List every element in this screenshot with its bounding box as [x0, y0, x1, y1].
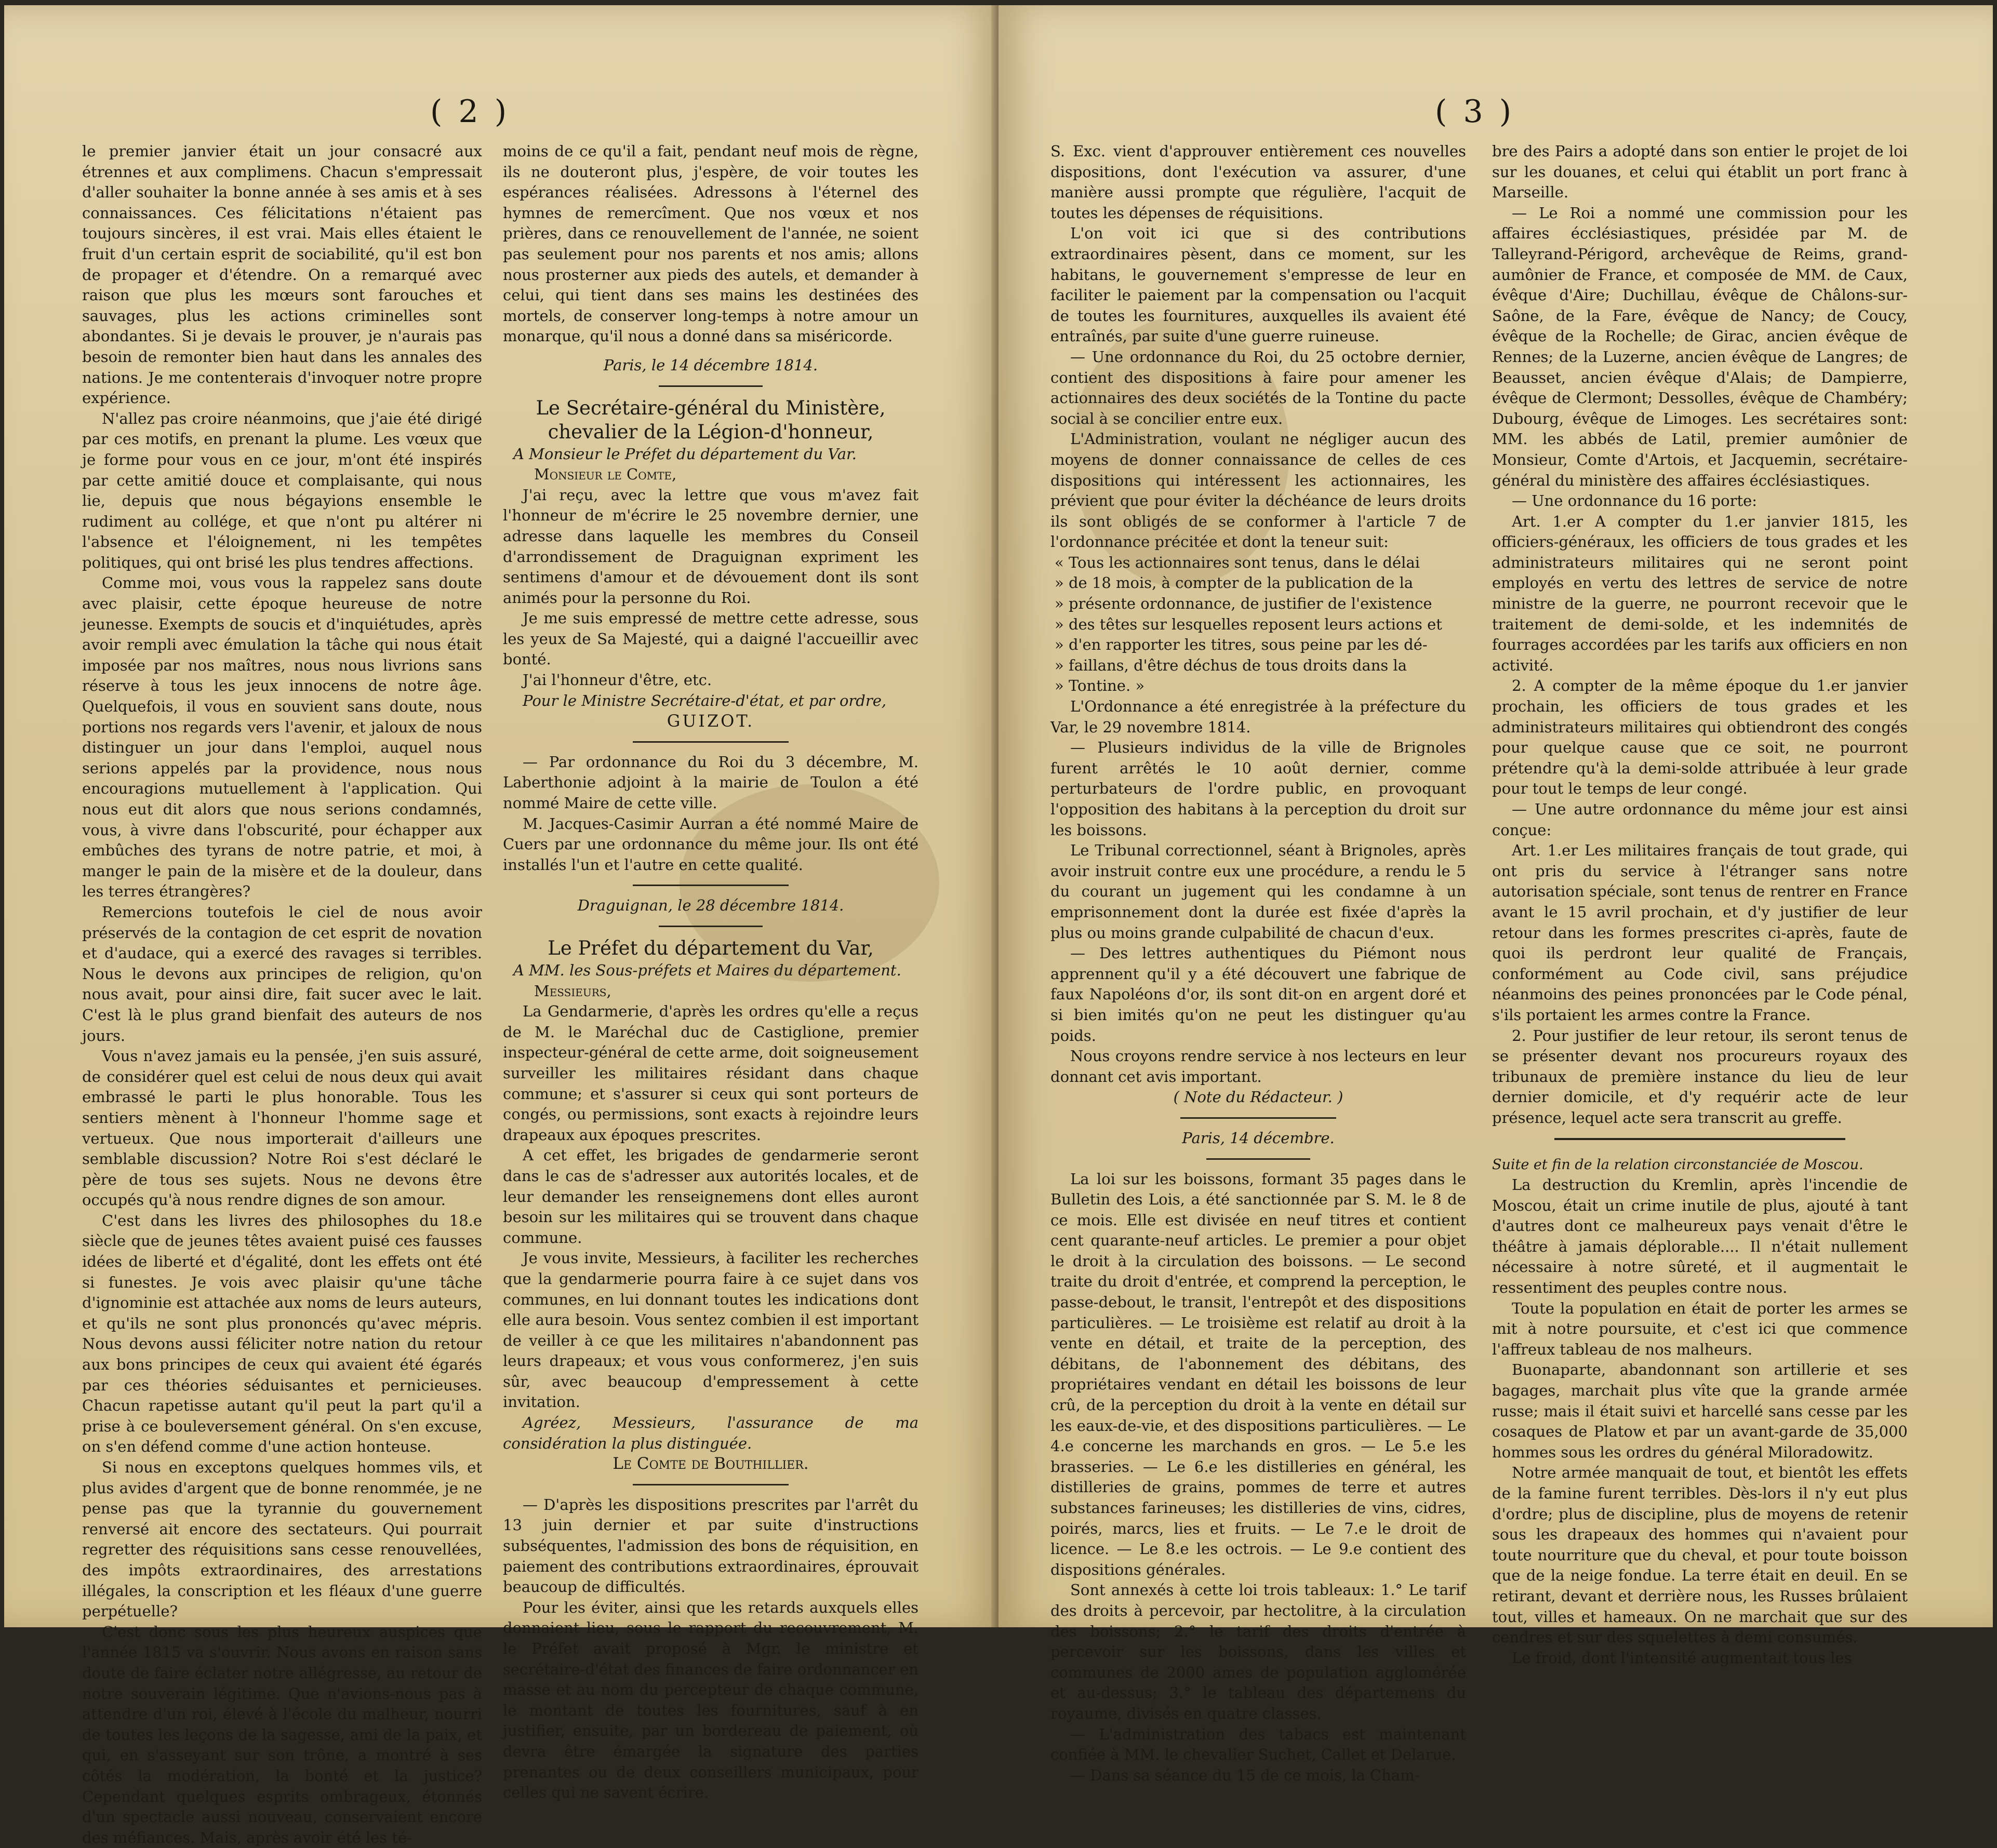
paragraph: La Gendarmerie, d'après les ordres qu'elle a reçus de M. le Maréchal duc de Castiglione, premier inspecteur-général de cette arme, doit soigneusement surveiller les militaires résidant dans chaque commune; et s'assurer si ceux qui sont porteurs de congés, ou permissions, sont exacts à rejoindre leurs drapeaux aux époques prescrites.	[503, 1002, 918, 1144]
dateline: Paris, le 14 décembre 1814.	[603, 356, 818, 374]
paragraph: A cet effet, les brigades de gendarmerie seront dans le cas de s'adresser aux autorités locales, et de leur demander les renseignemens dont elles auront besoin sur les militaires qui se trouvent dans chaque commune.	[503, 1146, 918, 1247]
paragraph: L'on voit ici que si des contributions extraordinaires pèsent, dans ce moment, sur les habitans, le gouvernement s'empresse de leur en faciliter le paiement par la compensation ou l'acquit de toutes les fournitures, auxquelles ils avaient été entraînés, par suite d'une guerre ruineuse.	[1050, 224, 1466, 345]
paragraph: — Des lettres authentiques du Piémont nous apprennent qu'il y a été découvert une fabrique de faux Napoléons d'or, ils sont dit-on en argent doré et si bien imités qu'on ne peut les distinguer qu'au poids.	[1050, 944, 1466, 1044]
letter-signature: Le Comte de Bouthillier.	[613, 1454, 809, 1474]
letter-signature: GUIZOT.	[667, 711, 755, 731]
paragraph: La loi sur les boissons, formant 35 pages dans le Bulletin des Lois, a été sanctionnée par S. M. le 8 de ce mois. Elle est divisée en neuf titres et contient cent quarante-neuf articles. Le premier a pour objet le droit à la circulation des boissons. — Le second traite du droit d'entrée, et comprend la perception, le passe-debout, le transit, l'entrepôt et des dispositions particulières. — Le troisième est relatif au droit à la vente en détail, et traite de la perception, des débitans, de l'abonnement des débitans, des propriétaires vendant en détail les boissons de leur crû, de la perception du droit à la vente en détail sur les eaux-de-vie, et des dispositions particulières. — Le 4.e concerne les marchands en gros. — Le 5.e les brasseries. — Le 6.e les distilleries en général, les distilleries de grains, pommes de terre et autres substances farineuses; les distilleries de vins, cidres, poirés, marcs, lies et fruits. — Le 7.e le droit de licence. — Le 8.e les octrois. — Le 9.e contient des dispositions générales.	[1050, 1170, 1466, 1578]
paragraph: — Une ordonnance du 16 porte:	[1512, 492, 1758, 510]
letter-salutation: Monsieur le Comte,	[534, 465, 677, 484]
quote-line: » présente ordonnance, de justifier de l'existence	[1055, 595, 1432, 613]
paragraph: M. Jacques-Casimir Aurran a été nommé Maire de Cuers par une ordonnance du même jour. Ils ont été installés l'un et l'autre en cette qualité.	[503, 814, 918, 874]
paragraph: Pour les éviter, ainsi que les retards auxquels elles donnaient lieu, sous le rapport du recouvrement, M. le Préfet avait proposé à Mgr. le ministre et secrétaire-d'état des finances de faire ordonnancer en masse et au nom du percepteur de chaque commune, le montant de toutes les fournitures, sauf à en justifier, ensuite, par un bordereau de paiement, où devra être émargée la signature des parties prenantes ou de deux conseillers municipaux, pour celles qui ne savent écrire.	[503, 1598, 918, 1802]
divider	[1554, 1138, 1845, 1140]
divider	[633, 1484, 789, 1485]
letter-order: Pour le Ministre Secrétaire-d'état, et par ordre,	[523, 691, 887, 709]
paragraph: Notre armée manquait de tout, et bientôt les effets de la famine furent terribles. Dès-lors il n'y eut plus d'ordre; plus de discipline, plus de moyens de retenir sous les drapeaux des hommes qui n'avaient pour toute nourriture que du cheval, et pour toute boisson que de la neige fondue. La terre était en deuil. En se retirant, devant et derrière nous, les Russes brûlaient tout, villes et hameaux. On ne marchait que sur des cendres et sur des squelettes à demi consumés.	[1492, 1464, 1908, 1646]
paragraph: — Le Roi a nommé une commission pour les affaires écclésiastiques, présidée par M. de Talleyrand-Périgord, archevêque de Reims, grand-aumônier de France, et composée de MM. de Caux, évêque d'Aire; Duchillau, évêque de Châlons-sur-Saône, de la Fare, évêque de Nancy; de Coucy, évêque de la Rochelle; de Girac, ancien évêque de Rennes; de la Luzerne, ancien évêque de Langres; de Beausset, ancien évêque d'Alais; de Dampierre, évêque de Clermont; Dessolles, évêque de Chambéry; Dubourg, évêque de Limoges. Les secrétaires sont: MM. les abbés de Latil, premier aumônier de Monsieur, Comte d'Artois, et Jacquemin, secrétaire-général du ministère des affaires écclésiastiques.	[1492, 204, 1908, 489]
divider	[633, 885, 789, 886]
paragraph: Toute la population en était de porter les armes se mit à notre poursuite, et c'est ici que commence l'affreux tableau de nos malheurs.	[1492, 1299, 1908, 1358]
editor-note: ( Note du Rédacteur. )	[1173, 1088, 1343, 1106]
paragraph: 2. A compter de la même époque du 1.er janvier prochain, les officiers de tous grades et les administrateurs militaires qui obtiendront des congés pour quelque cause que ce soit, ne pourront prétendre qu'à la demi-solde attribuée à leur grade pour tout le temps de leur congé.	[1492, 677, 1908, 798]
paragraph: Remercions toutefois le ciel de nous avoir préservés de la contagion de cet esprit de novation et d'audace, qui a exercé des ravages si terribles. Nous le devons aux principes de religion, qu'on nous avait, pour ainsi dire, fait sucer avec le lait. C'est là le plus grand bienfait des auteurs de nos jours.	[82, 903, 482, 1044]
paragraph: J'ai reçu, avec la lettre que vous m'avez fait l'honneur de m'écrire le 25 novembre dernier, une adresse dans laquelle les membres du Conseil d'arrondissement de Draguignan expriment les sentimens d'amour et de dévouement dont ils sont animés pour la personne du Roi.	[503, 486, 918, 607]
paragraph: Art. 1.er Les militaires français de tout grade, qui ont pris du service à l'étranger sans notre autorisation spéciale, sont tenus de rentrer en France avant le 15 avril prochain, et d'y justifier de leur retour dans les formes prescrites ci-après, faute de quoi ils perdront leur qualité de Français, conformément au Code civil, sans préjudice néanmoins des peines prononcées par le Code pénal, s'ils portaient les armes contre la France.	[1492, 841, 1908, 1024]
paragraph: bre des Pairs a adopté dans son entier le projet de loi sur les douanes, et celui qui établit un port franc à Marseille.	[1492, 142, 1908, 202]
paragraph: La destruction du Kremlin, après l'incendie de Moscou, était un crime inutile de plus, ajouté à tant d'autres dont ce malheureux pays venait d'être le théâtre à jamais déplorable.... Il n'était nullement nécessaire à notre sûreté, et il augmentait le ressentiment des peuples contre nous.	[1492, 1176, 1908, 1297]
paragraph: Art. 1.er A compter du 1.er janvier 1815, les officiers-généraux, les officiers de tous grades et les administrateurs militaires qui ne seront point employés en vertu des lettres de service de notre ministre de la guerre, ne pourront recevoir que le traitement de demi-solde, et les indemnités de fourrages accordées par les tarifs aux officiers en non activité.	[1492, 512, 1908, 674]
column-1	[82, 141, 482, 1846]
letter-address: A Monsieur le Préfet du département du Var.	[513, 445, 857, 463]
paragraph: Je vous invite, Messieurs, à faciliter les recherches que la gendarmerie pourra faire à ce sujet dans vos communes, en lui donnant toutes les indications dont elle aura besoin. Vous sentez combien il est important de veiller à ce que les militaires n'abandonnent pas leurs drapeaux; et vous vous conformerez, j'en suis sûr, avec beaucoup d'empressement à cette invitation.	[503, 1249, 918, 1411]
paragraph: L'Ordonnance a été enregistrée à la préfecture du Var, le 29 novembre 1814.	[1050, 698, 1466, 736]
paragraph: Sont annexés à cette loi trois tableaux: 1.° Le tarif des droits à percevoir, par hectolitre, à la circulation des boissons; 2.° le tarif des droits d'entrée à percevoir sur les boissons, dans les villes et communes de 2000 ames de population agglomérée et au-dessus; 3.° le tableau des départemens du royaume, divisés en quatre classes.	[1050, 1581, 1466, 1722]
paragraph: C'est donc sous les plus heureux auspices que l'année 1815 va s'ouvrir. Nous avons en raison sans doute de faire éclater notre allégresse, au retour de notre souverain légitime. Que n'avions-nous pas à attendre d'un roi, élevé à l'école du malheur, nourri de toutes les leçons de la sagesse, ami de la paix, et qui, en s'asseyant sur son trône, a montré à ses côtés la modération, la bonté et la justice? Cependant quelques esprits ombrageux, étonnés d'un spectacle aussi nouveau, conservaient encore des méfiances. Mais, après avoir été les té-	[82, 1623, 482, 1846]
column-3	[1050, 141, 1466, 1784]
paragraph: Nous croyons rendre service à nos lecteurs en leur donnant cet avis important.	[1050, 1047, 1466, 1086]
paragraph: L'Administration, voulant ne négliger aucun des moyens de donner connaissance de celles de ces dispositions qui intéressent les actionnaires, les prévient que pour éviter la déchéance de leurs droits ils sont obligés de se conformer à l'article 7 de l'ordonnance précitée et dont la teneur suit:	[1050, 430, 1466, 551]
paragraph: — L'administration des tabacs est maintenant confiée à MM. le chevalier Suchet, Callet et Delarue.	[1050, 1725, 1466, 1764]
quote-line: » d'en rapporter les titres, sous peine par les dé-	[1055, 636, 1428, 654]
letter-address: A MM. les Sous-préfets et Maires du département.	[513, 961, 901, 979]
dateline: Draguignan, le 28 décembre 1814.	[577, 896, 844, 915]
paragraph: Vous n'avez jamais eu la pensée, j'en suis assuré, de considérer quel est celui de nous deux qui avait embrassé le parti le plus honorable. Tous les sentiers mènent à l'honneur l'homme sage et vertueux. Que nous importerait d'ailleurs une semblable discussion? Notre Roi s'est déclaré le père de tous ses sujets. Nous ne devons être occupés qu'à nous rendre dignes de son amour.	[82, 1047, 482, 1209]
left-page	[4, 5, 999, 1846]
page-number-right: ( 3 )	[1435, 93, 1515, 130]
letter-salutation: Messieurs,	[534, 982, 611, 1000]
letter-closing: Agréez, Messieurs, l'assurance de ma considération la plus distinguée.	[503, 1414, 918, 1452]
paragraph: Comme moi, vous vous la rappelez sans doute avec plaisir, cette époque heureuse de notre jeunesse. Exempts de soucis et d'inquiétudes, après avoir rempli avec émulation la tâche qui nous était imposée par nos maîtres, nous nous livrions sans réserve à tous les jeux innocens de notre âge. Quelquefois, il vous en souvient sans doute, nous portions nos regards vers l'avenir, et jaloux de nous distinguer un jour dans l'emploi, auquel nous serions appelés par la providence, nous nous encouragions mutuellement à l'application. Qui nous eut dit alors que nous serions condamnés, vous, à vivre dans l'obscurité, pour échapper aux embûches des tyrans de notre patrie, et moi, à manger le pain de la misère et de la douleur, dans les terres étrangères?	[82, 574, 482, 901]
paragraph: Si nous en exceptons quelques hommes vils, et plus avides d'argent que de bonne renommée, je ne pense pas que la tyrannie du gouvernement renversé ait encore des sectateurs. Qui pourrait regretter des réquisitions sans cesse renouvellées, des impôts extraordinaires, des arrestations illégales, la conscription et les fléaux d'une guerre perpétuelle?	[82, 1458, 482, 1621]
paragraph: Buonaparte, abandonnant son artillerie et ses bagages, marchait plus vîte que la grande armée russe; mais il était suivi et harcellé sans cesse par les cosaques de Platow et par un avant-garde de 35,000 hommes sous les ordres du général Miloradowitz.	[1492, 1361, 1908, 1461]
paragraph: — Plusieurs individus de la ville de Brignoles furent arrêtés le 10 août dernier, comme perturbateurs de l'ordre public, en provoquant l'opposition des habitans à la perception du droit sur les boissons.	[1050, 739, 1466, 839]
column-4	[1492, 141, 1908, 1667]
paragraph: — D'après les dispositions prescrites par l'arrêt du 13 juin dernier et par suite d'instructions subséquentes, l'admission des bons de réquisition, en paiement des contributions extraordinaires, éprouvait beaucoup de difficultés.	[503, 1495, 918, 1596]
paragraph: Je me suis empressé de mettre cette adresse, sous les yeux de Sa Majesté, qui a daigné l'accueillir avec bonté.	[503, 609, 918, 668]
quote-line: » de 18 mois, à compter de la publication de la	[1055, 574, 1414, 592]
divider	[659, 385, 763, 387]
quote-line: « Tous les actionnaires sont tenus, dans le délai	[1055, 553, 1420, 571]
quote-line: » Tontine. »	[1055, 677, 1145, 695]
paragraph: — Dans sa séance du 15 de ce mois, la Cham-	[1070, 1766, 1420, 1784]
paragraph: Le Tribunal correctionnel, séant à Brignoles, après avoir instruit contre eux une procédure, a rendu le 5 du courant un jugement qui les condamne à un emprisonnement dont la durée est fixée d'après la plus ou moins grande culpabilité de chacun d'eux.	[1050, 841, 1466, 942]
paragraph: 2. Pour justifier de leur retour, ils seront tenus de se présenter devant nos procureurs royaux des tribunaux de première instance du lieu de leur dernier domicile, et d'y requérir acte de leur présence, lequel acte sera transcrit au greffe.	[1492, 1026, 1908, 1127]
letter-heading: Le Secrétaire-général du Ministère, chevalier de la Légion-d'honneur,	[536, 396, 886, 443]
divider	[1206, 1158, 1310, 1160]
quote-line: » des têtes sur lesquelles reposent leurs actions et	[1055, 615, 1442, 633]
paragraph: — Une ordonnance du Roi, du 25 octobre dernier, contient des dispositions à faire pour amener les actionnaires des deux sociétés de la Tontine du pacte social à se concilier entre eux.	[1050, 347, 1466, 427]
quote-line: » faillans, d'être déchus de tous droits dans la	[1055, 656, 1407, 674]
paragraph: N'allez pas croire néanmoins, que j'aie été dirigé par ces motifs, en prenant la plume. Les vœux que je forme pour vous en ce jour, m'ont été inspirés par cette amitié douce et complaisante, qui nous lie, depuis que nous bégayions ensemble le rudiment au collége, et que n'ont pu altérer ni l'absence et l'éloignement, ni les tempêtes politiques, qui ont brisé les plus tendres affections.	[82, 409, 482, 571]
column-2	[503, 141, 918, 1802]
paragraph: J'ai l'honneur d'être, etc.	[523, 671, 712, 689]
paragraph: S. Exc. vient d'approuver entièrement ces nouvelles dispositions, dont l'exécution va assurer, d'une manière aussi prompte que régulière, l'acquit de toutes les dépenses de réquisitions.	[1050, 142, 1466, 222]
paragraph: le premier janvier était un jour consacré aux étrennes et aux complimens. Chacun s'empressait d'aller souhaiter la bonne année à ses amis et à ses connaissances. Ces félicitations n'étaient pas toujours sincères, il est vrai. Mais elles étaient le fruit d'un certain esprit de sociabilité, qu'il est bon de propager et d'étendre. On a remarqué avec raison que plus les mœurs sont farouches et sauvages, plus les actions criminelles sont abondantes. Si je devais le prouver, je n'aurais pas besoin de remonter bien haut dans les annales des nations. Je me contenterais d'invoquer notre propre expérience.	[82, 142, 482, 407]
divider	[659, 926, 763, 927]
letter-heading: Le Préfet du département du Var,	[548, 937, 874, 959]
paragraph: moins de ce qu'il a fait, pendant neuf mois de règne, ils ne douteront plus, j'espère, de voir toutes les espérances réalisées. Adressons à l'éternel des hymnes de remercîment. Que nos vœux et nos prières, dans ce renouvellement de l'année, ne soient pas seulement pour nos parents et nos amis; allons nous prosterner aux pieds des autels, et demander à celui, qui tient dans ses mains les destinées des mortels, de conserver long-temps à notre amour un monarque, qu'il nous a donné dans sa miséricorde.	[503, 142, 918, 345]
divider	[1180, 1117, 1336, 1119]
paragraph: C'est dans les livres des philosophes du 18.e siècle que de jeunes têtes avaient puisé ces fausses idées de liberté et d'égalité, dont les effets ont été si funestes. Je vois avec plaisir qu'une tâche d'ignominie est attachée aux noms de leurs auteurs, et qu'ils ne sont plus prononcés qu'avec mépris. Nous devons aussi féliciter notre nation du retour aux bons principes de ceux qui avaient été égarés par ces théories séduisantes et pernicieuses. Chacun rapetisse autant qu'il peut la part qu'il a prise à ce bouleversement général. On s'en excuse, on s'en défend comme d'une action honteuse.	[82, 1211, 482, 1456]
dateline: Paris, 14 décembre.	[1182, 1129, 1335, 1147]
section-subtitle: Suite et fin de la relation circonstanciée de Moscou.	[1492, 1156, 1863, 1173]
paragraph: — Par ordonnance du Roi du 3 décembre, M. Laberthonie adjoint à la mairie de Toulon a été nommé Maire de cette ville.	[503, 753, 918, 812]
paragraph: — Une autre ordonnance du même jour est ainsi conçue:	[1492, 800, 1908, 839]
divider	[633, 741, 789, 743]
paragraph: Le froid, dont l'intensité augmentait tous les	[1512, 1649, 1852, 1667]
newspaper-spread	[4, 5, 1993, 1846]
right-page	[999, 5, 1993, 1784]
page-number-left: ( 2 )	[430, 93, 510, 130]
